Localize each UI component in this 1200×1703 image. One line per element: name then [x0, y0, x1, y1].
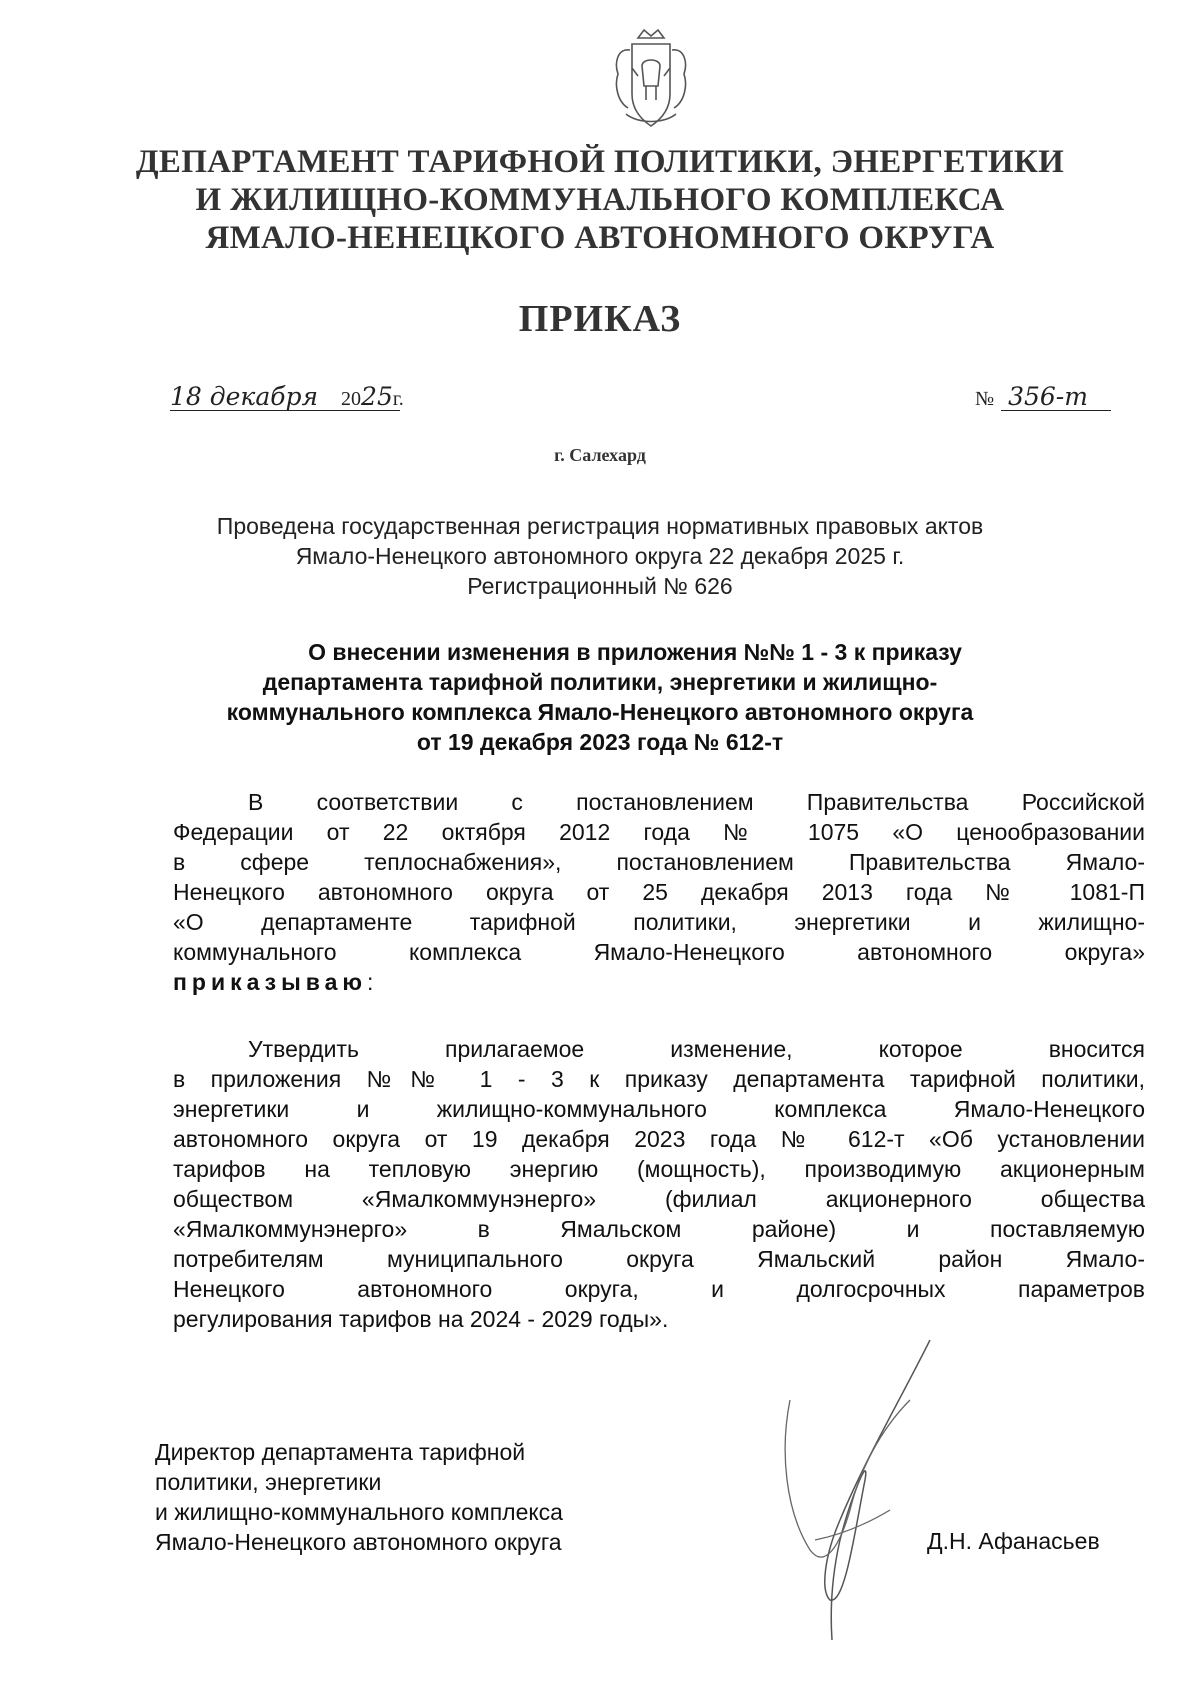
signer-position-line: политики, энергетики — [155, 1469, 382, 1495]
body-paragraph — [173, 1034, 1145, 1334]
body-line: обществом «Ямалкоммунэнерго» (филиал акционерного общества — [173, 1186, 1145, 1212]
preamble-line: В соответствии с постановлением Правительства Российской — [248, 789, 1145, 815]
subject-line: О внесении изменения в приложения №№ 1 - 3 к приказу — [308, 639, 962, 665]
registration-line: Ямало-Ненецкого автономного округа 22 декабря 2025 г. — [295, 543, 905, 569]
body-line: регулирования тарифов на 2024 - 2029 годы». — [173, 1306, 669, 1332]
order-date — [170, 382, 404, 411]
body-line: энергетики и жилищно-коммунального комплекса Ямало-Ненецкого — [173, 1096, 1145, 1122]
date-underline — [170, 410, 400, 411]
signer-position-line: и жилищно-коммунального комплекса — [155, 1499, 563, 1525]
preamble-line: Ненецкого автономного округа от 25 декабря 2013 года № 1081-П — [173, 879, 1145, 905]
year-prefix: 20 — [341, 388, 362, 410]
department-line: И ЖИЛИЩНО-КОММУНАЛЬНОГО КОМПЛЕКСА — [195, 182, 1005, 218]
body-line: «Ямалкоммунэнерго» в Ямальском районе) и поставляемую — [173, 1216, 1145, 1242]
coat-of-arms-icon — [608, 28, 694, 138]
signer-position — [155, 1437, 563, 1557]
preamble-line: в сфере теплоснабжения», постановлением Правительства Ямало- — [173, 849, 1145, 875]
body-line: потребителям муниципального округа Ямальский район Ямало- — [173, 1246, 1145, 1272]
order-colon: : — [367, 969, 374, 995]
year-suffix: г. — [392, 388, 404, 410]
body-line: Утвердить прилагаемое изменение, которое вносится — [248, 1036, 1145, 1062]
body-line: тарифов на тепловую энергию (мощность), производимую акционерным — [173, 1156, 1145, 1182]
subject-line: от 19 декабря 2023 года № 612-т — [416, 729, 784, 755]
city: г. Салехард — [554, 445, 646, 465]
handwritten-signature — [770, 1340, 970, 1650]
body-line: Ненецкого автономного округа, и долгосрочных параметров — [173, 1276, 1145, 1302]
order-number — [975, 382, 1088, 411]
handwritten-number: 356-т — [1008, 382, 1088, 411]
subject-line: коммунального комплекса Ямало-Ненецкого автономного округа — [226, 699, 974, 725]
signer-name: Д.Н. Афанасьев — [927, 1528, 1100, 1554]
registration-line: Регистрационный № 626 — [467, 573, 733, 599]
number-label: № — [975, 388, 995, 410]
preamble-line: Федерации от 22 октября 2012 года № 1075 «О ценообразовании — [173, 819, 1145, 845]
signer-position-line: Директор департамента тарифной — [155, 1439, 526, 1465]
preamble-paragraph — [173, 787, 1145, 997]
preamble-line: коммунального комплекса Ямало-Ненецкого автономного округа» — [173, 939, 1145, 965]
department-line: ДЕПАРТАМЕНТ ТАРИФНОЙ ПОЛИТИКИ, ЭНЕРГЕТИКИ — [135, 144, 1065, 180]
order-word: приказываю — [173, 969, 368, 995]
body-line: в приложения №№ 1 - 3 к приказу департамента тарифной политики, — [173, 1066, 1145, 1092]
preamble-line: «О департаменте тарифной политики, энергетики и жилищно- — [173, 909, 1145, 935]
department-line: ЯМАЛО-НЕНЕЦКОГО АВТОНОМНОГО ОКРУГА — [205, 220, 995, 256]
signer-position-line: Ямало-Ненецкого автономного округа — [155, 1529, 562, 1555]
number-underline — [1001, 410, 1111, 411]
body-line: автономного округа от 19 декабря 2023 года № 612-т «Об установлении — [173, 1126, 1145, 1152]
department-name — [0, 143, 1200, 257]
handwritten-date: 18 декабря — [170, 382, 319, 411]
registration-line: Проведена государственная регистрация нормативных правовых актов — [216, 513, 984, 539]
order-subject — [0, 637, 1200, 757]
registration-note — [0, 511, 1200, 601]
order-word-line — [173, 967, 1145, 997]
document-type-title: ПРИКАЗ — [518, 298, 682, 340]
subject-line: департамента тарифной политики, энергетики и жилищно- — [262, 669, 938, 695]
handwritten-year: 25 — [361, 382, 393, 411]
